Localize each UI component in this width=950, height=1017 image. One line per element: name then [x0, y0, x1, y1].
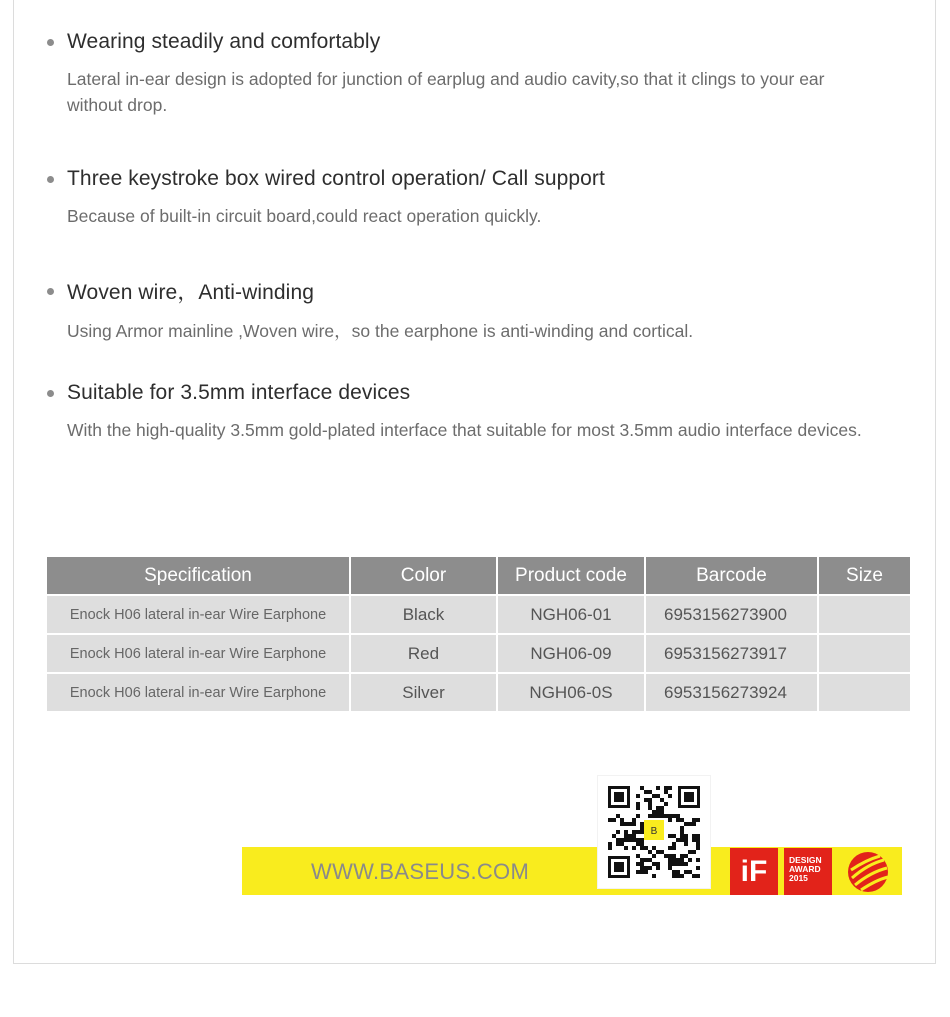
qr-module — [648, 806, 652, 810]
feature-control — [47, 167, 877, 229]
qr-module — [640, 822, 644, 826]
qr-module — [640, 786, 644, 790]
if-design-logo: iF — [730, 848, 778, 895]
qr-module — [656, 810, 660, 814]
qr-module — [660, 850, 664, 854]
qr-module — [648, 798, 652, 802]
qr-module — [672, 874, 676, 878]
qr-module — [644, 858, 648, 862]
qr-module — [684, 834, 688, 838]
qr-module — [640, 862, 644, 866]
qr-module — [668, 862, 672, 866]
qr-module — [692, 850, 696, 854]
qr-module — [636, 870, 640, 874]
qr-module — [652, 854, 656, 858]
award-line: DESIGN — [789, 855, 822, 865]
header-specification: Specification — [47, 557, 349, 594]
qr-module — [648, 866, 652, 870]
qr-module — [672, 842, 676, 846]
qr-module — [624, 846, 628, 850]
qr-module — [668, 854, 672, 858]
feature-woven-wire — [47, 276, 877, 344]
cell-barcode: 6953156273924 — [646, 674, 817, 711]
qr-module — [608, 842, 612, 846]
qr-module — [656, 806, 660, 810]
qr-module — [656, 786, 660, 790]
qr-module — [608, 846, 612, 850]
qr-module — [680, 874, 684, 878]
qr-module — [644, 846, 648, 850]
qr-code-icon — [598, 776, 710, 888]
cell-product-code: NGH06-0S — [498, 674, 644, 711]
qr-module — [652, 874, 656, 878]
cell-specification: Enock H06 lateral in-ear Wire Earphone — [47, 635, 349, 672]
qr-module — [616, 830, 620, 834]
qr-module — [676, 814, 680, 818]
qr-module — [672, 846, 676, 850]
qr-module — [668, 818, 672, 822]
cell-product-code: NGH06-09 — [498, 635, 644, 672]
qr-module — [664, 814, 668, 818]
qr-module — [652, 794, 656, 798]
qr-module — [632, 830, 636, 834]
qr-module — [640, 846, 644, 850]
qr-module — [640, 838, 644, 842]
qr-module — [612, 818, 616, 822]
qr-module — [692, 838, 696, 842]
qr-module — [696, 874, 700, 878]
qr-module — [692, 818, 696, 822]
qr-module — [648, 802, 652, 806]
qr-module — [688, 822, 692, 826]
qr-module — [656, 862, 660, 866]
feature-title: Three keystroke box wired control operation/ Call support — [67, 167, 605, 190]
qr-module — [696, 842, 700, 846]
feature-description: Lateral in-ear design is adopted for junction of earplug and audio cavity,so that it clings to your ear without drop. — [67, 69, 825, 115]
qr-module — [628, 838, 632, 842]
qr-module — [696, 838, 700, 842]
qr-module — [664, 786, 668, 790]
qr-module — [676, 838, 680, 842]
qr-module — [684, 870, 688, 874]
qr-module — [668, 858, 672, 862]
qr-module — [680, 838, 684, 842]
cell-size — [819, 635, 910, 672]
cell-color: Silver — [351, 674, 496, 711]
qr-module — [684, 862, 688, 866]
cell-specification: Enock H06 lateral in-ear Wire Earphone — [47, 674, 349, 711]
header-color: Color — [351, 557, 496, 594]
qr-module — [668, 866, 672, 870]
feature-interface — [47, 381, 877, 443]
website-link[interactable]: WWW.BASEUS.COM — [311, 859, 530, 884]
qr-module — [608, 818, 612, 822]
qr-module — [696, 834, 700, 838]
qr-module — [612, 834, 616, 838]
qr-module — [628, 822, 632, 826]
qr-module — [692, 822, 696, 826]
table-row — [47, 596, 910, 633]
qr-module — [652, 846, 656, 850]
qr-module — [632, 818, 636, 822]
qr-module — [616, 814, 620, 818]
header-product-code: Product code — [498, 557, 644, 594]
qr-module — [644, 790, 648, 794]
header-barcode: Barcode — [646, 557, 817, 594]
qr-module — [640, 866, 644, 870]
qr-module — [680, 862, 684, 866]
qr-module — [640, 870, 644, 874]
qr-module — [668, 786, 672, 790]
qr-module — [684, 854, 688, 858]
qr-module — [680, 826, 684, 830]
feature-description: Using Armor mainline ,Woven wire，so the earphone is anti-winding and cortical. — [67, 321, 694, 341]
bullet-icon — [47, 390, 54, 397]
qr-module — [660, 806, 664, 810]
qr-module — [636, 830, 640, 834]
bullet-icon — [47, 288, 54, 295]
qr-module — [696, 818, 700, 822]
design-award-badge — [784, 848, 832, 895]
qr-module — [688, 858, 692, 862]
qr-module — [684, 822, 688, 826]
qr-module — [624, 830, 628, 834]
qr-module — [672, 814, 676, 818]
bullet-icon — [47, 176, 54, 183]
qr-module — [688, 850, 692, 854]
qr-module — [676, 870, 680, 874]
qr-module — [616, 838, 620, 842]
qr-module — [620, 838, 624, 842]
qr-module — [620, 818, 624, 822]
qr-center-logo: B — [650, 826, 658, 837]
qr-module — [636, 862, 640, 866]
feature-title: Wearing steadily and comfortably — [67, 30, 381, 53]
qr-module — [624, 822, 628, 826]
feature-title: Suitable for 3.5mm interface devices — [67, 381, 411, 404]
qr-module — [628, 834, 632, 838]
qr-module — [680, 830, 684, 834]
qr-module — [668, 834, 672, 838]
table-row — [47, 635, 910, 672]
qr-module — [696, 866, 700, 870]
qr-module — [680, 818, 684, 822]
qr-module — [624, 834, 628, 838]
qr-module — [648, 814, 652, 818]
qr-module — [636, 802, 640, 806]
qr-module — [660, 814, 664, 818]
qr-module — [660, 798, 664, 802]
qr-module — [648, 850, 652, 854]
qr-module — [656, 866, 660, 870]
qr-module — [680, 854, 684, 858]
qr-module — [636, 842, 640, 846]
qr-module — [636, 838, 640, 842]
cell-size — [819, 674, 910, 711]
qr-module — [632, 846, 636, 850]
qr-module — [668, 794, 672, 798]
qr-module — [676, 862, 680, 866]
qr-module — [636, 794, 640, 798]
qr-module — [664, 802, 668, 806]
qr-module — [684, 838, 688, 842]
qr-module — [620, 822, 624, 826]
table-header-row — [47, 557, 910, 594]
qr-module — [652, 814, 656, 818]
qr-module — [668, 814, 672, 818]
qr-module — [660, 810, 664, 814]
qr-module — [688, 870, 692, 874]
qr-module — [676, 874, 680, 878]
qr-module — [664, 854, 668, 858]
feature-description: Because of built-in circuit board,could react operation quickly. — [67, 206, 542, 226]
qr-module — [656, 850, 660, 854]
qr-code-graphic — [598, 776, 710, 888]
qr-module — [648, 790, 652, 794]
cell-color: Red — [351, 635, 496, 672]
qr-module — [624, 838, 628, 842]
cell-specification: Enock H06 lateral in-ear Wire Earphone — [47, 596, 349, 633]
qr-module — [644, 866, 648, 870]
qr-module — [672, 854, 676, 858]
qr-module — [672, 834, 676, 838]
qr-module — [656, 814, 660, 818]
qr-module — [676, 818, 680, 822]
page-frame — [13, 0, 936, 964]
feature-title: Woven wire，Anti-winding — [67, 281, 315, 304]
award-line: 2015 — [789, 873, 808, 883]
qr-module — [652, 810, 656, 814]
cell-barcode: 6953156273917 — [646, 635, 817, 672]
qr-module — [632, 822, 636, 826]
qr-module — [684, 842, 688, 846]
qr-module — [644, 798, 648, 802]
qr-module — [672, 870, 676, 874]
cell-color: Black — [351, 596, 496, 633]
qr-module — [676, 858, 680, 862]
qr-module — [632, 834, 636, 838]
table-row — [47, 674, 910, 711]
cell-barcode: 6953156273900 — [646, 596, 817, 633]
qr-module — [664, 790, 668, 794]
header-size: Size — [819, 557, 910, 594]
qr-module — [636, 814, 640, 818]
feature-wearing — [47, 30, 877, 118]
qr-module — [656, 794, 660, 798]
qr-module — [644, 870, 648, 874]
cell-product-code: NGH06-01 — [498, 596, 644, 633]
qr-module — [672, 858, 676, 862]
qr-module — [636, 854, 640, 858]
qr-module — [672, 862, 676, 866]
qr-module — [692, 874, 696, 878]
red-dot-award-icon — [846, 850, 890, 894]
qr-module — [632, 838, 636, 842]
qr-module — [680, 834, 684, 838]
qr-module — [640, 826, 644, 830]
qr-module — [696, 846, 700, 850]
specification-table — [45, 555, 912, 713]
qr-module — [640, 858, 644, 862]
cell-size — [819, 596, 910, 633]
qr-module — [640, 842, 644, 846]
qr-module — [680, 858, 684, 862]
qr-module — [696, 858, 700, 862]
qr-module — [692, 834, 696, 838]
feature-description: With the high-quality 3.5mm gold-plated interface that suitable for most 3.5mm audio interface devices. — [67, 420, 862, 440]
qr-module — [640, 830, 644, 834]
qr-module — [616, 842, 620, 846]
qr-module — [620, 842, 624, 846]
award-line: AWARD — [789, 864, 821, 874]
qr-module — [648, 858, 652, 862]
qr-module — [652, 862, 656, 866]
qr-module — [636, 806, 640, 810]
qr-module — [668, 846, 672, 850]
bullet-icon — [47, 39, 54, 46]
